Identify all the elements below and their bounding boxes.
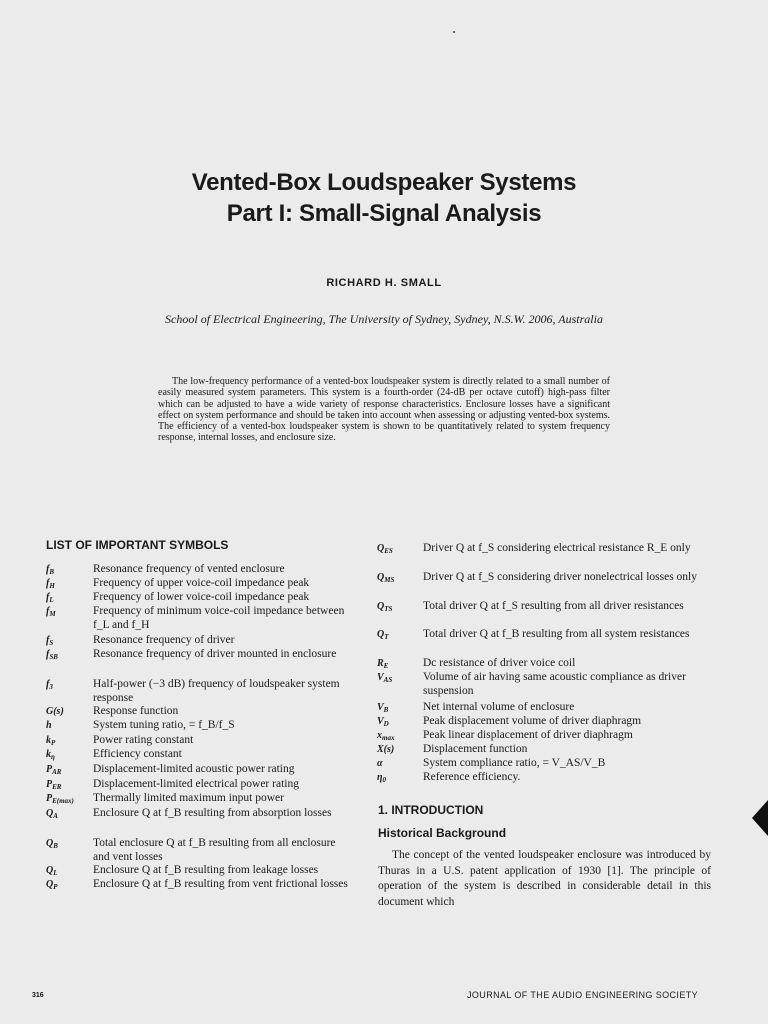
symbol-definition-left-0: Resonance frequency of vented enclosure: [93, 563, 285, 575]
symbol-definition-left-7: Response function: [93, 705, 179, 717]
symbol-definition-left-9: Power rating constant: [93, 734, 194, 746]
symbol-left-13: $P_{E(max)}$: [46, 793, 74, 805]
symbol-definition-left-8: System tuning ratio, = f_B/f_S: [93, 719, 235, 731]
symbol-right-11: $\eta_0$: [377, 772, 386, 784]
author: RICHARD H. SMALL: [326, 277, 442, 289]
symbol-definition-left-17: Enclosure Q at f_B resulting from vent frictional losses: [93, 878, 348, 890]
intro-heading: 1. INTRODUCTION: [378, 803, 484, 817]
symbol-definition-right-6: Net internal volume of enclosure: [423, 701, 575, 713]
symbol-definition-left-3: Frequency of minimum voice-coil impedance between f_L and f_H: [93, 605, 345, 631]
symbol-left-11: $P_{AR}$: [46, 764, 62, 776]
symbol-definition-right-3: Total driver Q at f_B resulting from all system resistances: [423, 628, 690, 640]
symbol-left-3: $f_M$: [46, 606, 56, 618]
symbol-right-2: $Q_{TS}$: [377, 601, 393, 613]
page-number: 316: [32, 992, 44, 999]
page-edge-mark: [752, 800, 768, 836]
symbol-definition-left-1: Frequency of upper voice-coil impedance peak: [93, 577, 310, 589]
symbol-definition-right-8: Peak linear displacement of driver diaphragm: [423, 729, 633, 741]
symbol-definition-right-2: Total driver Q at f_S resulting from all driver resistances: [423, 600, 684, 612]
symbol-definition-right-7: Peak displacement volume of driver diaphragm: [423, 715, 642, 727]
symbol-left-8: h: [46, 720, 52, 731]
title-line-2: Part I: Small-Signal Analysis: [226, 200, 542, 227]
symbol-left-1: $f_H$: [46, 578, 55, 590]
symbols-heading: LIST OF IMPORTANT SYMBOLS: [46, 538, 229, 552]
symbol-definition-left-13: Thermally limited maximum input power: [93, 792, 284, 804]
symbol-right-3: $Q_T$: [377, 629, 389, 641]
symbol-right-0: $Q_{ES}$: [377, 543, 393, 555]
symbol-definition-right-9: Displacement function: [423, 743, 528, 755]
symbol-left-6: $f_3$: [46, 679, 53, 691]
symbol-left-12: $P_{ER}$: [46, 779, 62, 791]
symbol-definition-left-14: Enclosure Q at f_B resulting from absorption losses: [93, 807, 332, 819]
symbol-left-0: $f_B$: [46, 564, 55, 576]
symbol-left-2: $f_L$: [46, 592, 54, 604]
symbol-left-9: $k_P$: [46, 735, 56, 747]
symbol-left-14: $Q_A$: [46, 808, 58, 820]
symbol-right-7: $V_D$: [377, 716, 389, 728]
symbol-definition-left-2: Frequency of lower voice-coil impedance peak: [93, 591, 310, 603]
abstract: The low-frequency performance of a vented-box loudspeaker system is directly related to a small number of easily measured system parameters. This system is a fourth-order (24-dB per octave cutoff) high-pass filter which can be adjusted to have a wide variety of response characteristics. Enclosure losses have a significant effect on system performance and should be taken into account when assessing or adjusting vented-box systems. The efficiency of a vented-box loudspeaker system is shown to be quantitatively related to system frequency response, internal losses, and enclosure size.: [158, 376, 610, 444]
symbol-left-10: $k_\eta$: [46, 749, 55, 761]
symbol-definition-right-0: Driver Q at f_S considering electrical resistance R_E only: [423, 542, 691, 554]
symbol-right-5: $V_{AS}$: [377, 672, 393, 684]
symbol-definition-left-10: Efficiency constant: [93, 748, 182, 760]
symbol-left-4: $f_S$: [46, 635, 54, 647]
symbol-definition-right-11: Reference efficiency.: [423, 771, 521, 783]
symbol-left-5: $f_{SB}$: [46, 649, 58, 661]
symbol-definition-right-1: Driver Q at f_S considering driver nonelectrical losses only: [423, 571, 698, 583]
symbol-definition-left-6: Half-power (−3 dB) frequency of loudspeaker system response: [93, 678, 340, 704]
symbol-definition-left-15: Total enclosure Q at f_B resulting from all enclosure and vent losses: [93, 837, 336, 863]
intro-paragraph: The concept of the vented loudspeaker enclosure was introduced by Thuras in a U.S. patent application of 1930 [1]. The principle of operation of the system is described in considerable detail in this document which: [378, 849, 711, 908]
symbol-definition-left-11: Displacement-limited acoustic power rating: [93, 763, 295, 775]
symbol-right-10: α: [377, 758, 383, 769]
symbol-right-9: X(s): [377, 744, 395, 755]
symbol-left-16: $Q_L$: [46, 865, 58, 877]
symbol-definition-right-4: Dc resistance of driver voice coil: [423, 657, 576, 669]
symbol-left-17: $Q_P$: [46, 879, 58, 891]
symbol-right-8: $x_{max}$: [377, 730, 395, 742]
journal-name: JOURNAL OF THE AUDIO ENGINEERING SOCIETY: [467, 990, 699, 1000]
subheading: Historical Background: [378, 826, 507, 840]
symbol-right-1: $Q_{MS}$: [377, 572, 395, 584]
symbol-right-6: $V_B$: [377, 702, 389, 714]
symbol-left-7: G(s): [46, 706, 64, 717]
symbol-definition-left-4: Resonance frequency of driver: [93, 634, 235, 646]
symbol-definition-left-5: Resonance frequency of driver mounted in enclosure: [93, 648, 337, 660]
title-line-1: Vented-Box Loudspeaker Systems: [191, 169, 577, 196]
scan-speck: [453, 31, 455, 33]
symbol-definition-left-16: Enclosure Q at f_B resulting from leakage losses: [93, 864, 319, 876]
symbol-definition-left-12: Displacement-limited electrical power rating: [93, 778, 299, 790]
symbol-left-15: $Q_B$: [46, 838, 58, 850]
symbol-right-4: $R_E$: [377, 658, 389, 670]
affiliation: School of Electrical Engineering, The University of Sydney, Sydney, N.S.W. 2006, Australia: [165, 312, 603, 326]
symbol-definition-right-10: System compliance ratio, = V_AS/V_B: [423, 757, 606, 769]
symbol-definition-right-5: Volume of air having same acoustic compliance as driver suspension: [423, 671, 686, 697]
